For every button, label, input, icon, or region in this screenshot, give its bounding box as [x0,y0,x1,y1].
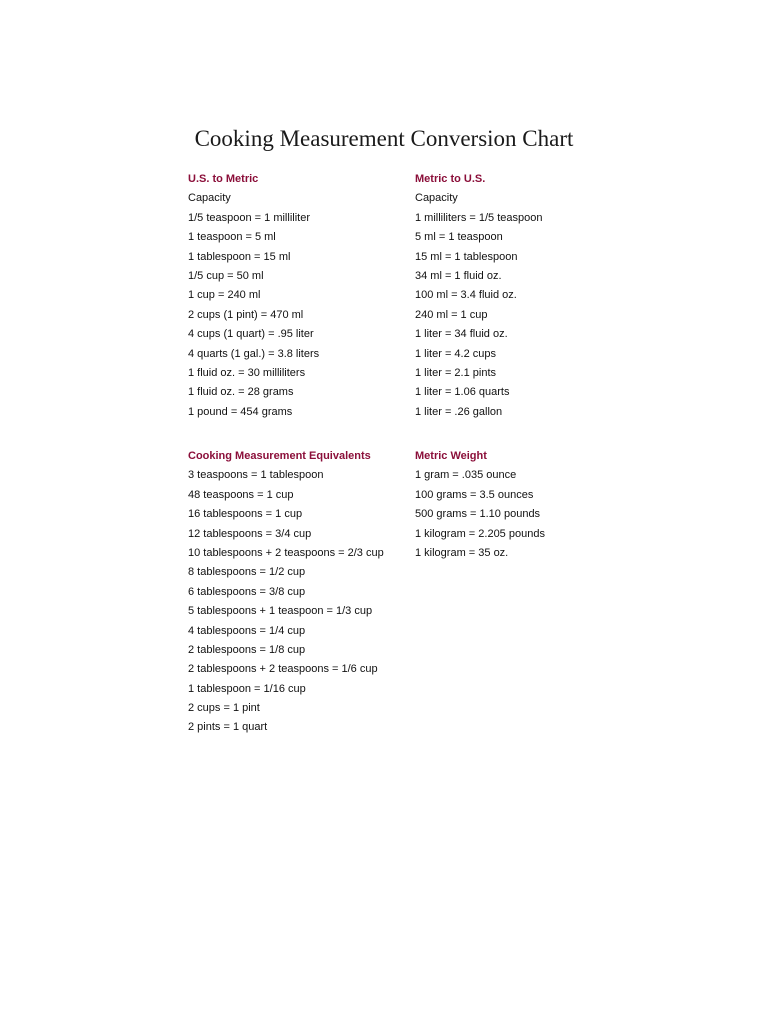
conversion-row: Capacity [188,192,231,205]
conversion-row: 2 cups = 1 pint [188,702,260,715]
conversion-row: 1 liter = 4.2 cups [415,347,497,360]
conversion-row: 5 tablespoons + 1 teaspoon = 1/3 cup [188,605,373,618]
us-to-metric-heading: U.S. to Metric [188,173,259,185]
conversion-row: 2 pints = 1 quart [188,721,268,734]
conversion-row: Capacity [415,192,458,205]
metric-to-us-heading: Metric to U.S. [415,173,486,185]
conversion-row: 1 liter = 1.06 quarts [415,386,510,399]
conversion-row: 1 fluid oz. = 30 milliliters [188,366,306,379]
conversion-row: 1 milliliters = 1/5 teaspoon [415,211,543,224]
conversion-row: 1 tablespoon = 15 ml [188,250,291,263]
conversion-row: 16 tablespoons = 1 cup [188,508,303,521]
conversion-row: 100 grams = 3.5 ounces [415,488,534,501]
conversion-row: 1 kilogram = 35 oz. [415,546,509,559]
metric-to-us-section [415,170,542,422]
conversion-row: 15 ml = 1 tablespoon [415,250,518,263]
conversion-row: 34 ml = 1 fluid oz. [415,269,502,282]
conversion-row: 1/5 teaspoon = 1 milliliter [188,211,310,224]
conversion-row: 3 teaspoons = 1 tablespoon [188,469,324,482]
us-to-metric-section [188,170,319,422]
conversion-row: 1 cup = 240 ml [188,289,261,302]
conversion-row: 100 ml = 3.4 fluid oz. [415,289,517,302]
conversion-row: 1 liter = 34 fluid oz. [415,328,508,341]
conversion-row: 1 liter = .26 gallon [415,405,503,418]
conversion-row: 2 tablespoons = 1/8 cup [188,643,306,656]
conversion-row: 1 kilogram = 2.205 pounds [415,527,545,540]
conversion-row: 1 tablespoon = 1/16 cup [188,682,306,695]
conversion-row: 240 ml = 1 cup [415,308,488,321]
conversion-row: 10 tablespoons + 2 teaspoons = 2/3 cup [188,546,384,559]
conversion-row: 500 grams = 1.10 pounds [415,508,541,521]
page-title: Cooking Measurement Conversion Chart [194,126,574,151]
conversion-row: 48 teaspoons = 1 cup [188,488,294,501]
conversion-row: 1 fluid oz. = 28 grams [188,386,294,399]
conversion-row: 1 pound = 454 grams [188,405,293,418]
conversion-row: 1/5 cup = 50 ml [188,269,264,282]
conversion-row: 6 tablespoons = 3/8 cup [188,585,306,598]
cooking-equivalents-section [188,447,384,738]
conversion-row: 2 tablespoons + 2 teaspoons = 1/6 cup [188,663,378,676]
cooking-equivalents-heading: Cooking Measurement Equivalents [188,450,371,462]
conversion-row: 1 liter = 2.1 pints [415,366,497,379]
conversion-row: 8 tablespoons = 1/2 cup [188,566,306,579]
conversion-row: 4 tablespoons = 1/4 cup [188,624,306,637]
conversion-row: 4 quarts (1 gal.) = 3.8 liters [188,347,320,360]
conversion-row: 12 tablespoons = 3/4 cup [188,527,312,540]
conversion-row: 1 teaspoon = 5 ml [188,231,276,244]
conversion-row: 1 gram = .035 ounce [415,469,517,482]
conversion-row: 2 cups (1 pint) = 470 ml [188,308,304,321]
metric-weight-heading: Metric Weight [415,450,487,462]
metric-weight-section [415,447,545,563]
conversion-row: 5 ml = 1 teaspoon [415,231,503,244]
conversion-row: 4 cups (1 quart) = .95 liter [188,328,314,341]
